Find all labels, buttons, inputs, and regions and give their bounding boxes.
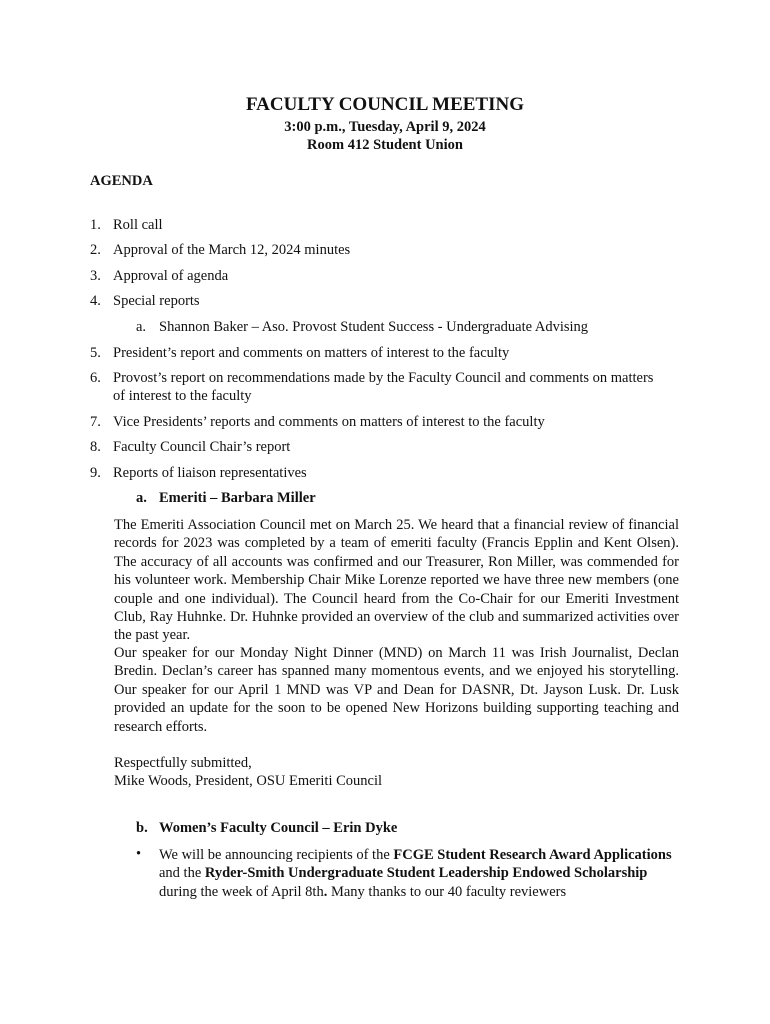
page-title: FACULTY COUNCIL MEETING (245, 94, 524, 115)
emeriti-heading: Emeriti – Barbara Miller (159, 490, 316, 506)
bullet-text-part: Many thanks to our 40 faculty reviewers (327, 883, 567, 900)
item-number: 7. (90, 414, 101, 430)
agenda-item: Special reports (113, 293, 200, 309)
signoff: Respectfully submitted, (114, 755, 252, 771)
sub-item-letter: b. (136, 820, 148, 836)
agenda-item-continued: of interest to the faculty (113, 388, 252, 404)
sub-item-letter: a. (136, 490, 147, 506)
agenda-item: Provost’s report on recommendations made by the Faculty Council and comments on matters (113, 370, 654, 386)
meeting-datetime: 3:00 p.m., Tuesday, April 9, 2024 (284, 119, 486, 135)
emeriti-paragraph-2: Our speaker for our Monday Night Dinner (MND) on March 11 was Irish Journalist, Declan Bredin. Declan’s career has spanned many momentous events, and we enjoyed his storytelling. Our speaker for our April 1 MND was VP and Dean for DASNR, Dt. Jayson Lusk. Dr. Lusk provided an update for the soon to be opened New Horizons building supporting teaching and research efforts. (114, 645, 679, 735)
bullet-text-part: and the (159, 865, 205, 882)
agenda-item: Vice Presidents’ reports and comments on matters of interest to the faculty (113, 414, 545, 430)
fcge-award-name: FCGE Student Research Award Applications (393, 847, 672, 863)
signer: Mike Woods, President, OSU Emeriti Council (114, 773, 383, 789)
bullet-text-part: We will be announcing recipients of the (159, 847, 394, 863)
agenda-heading: AGENDA (90, 173, 153, 189)
item-number: 5. (90, 345, 101, 361)
item-number: 6. (90, 370, 101, 386)
sub-item-letter: a. (136, 319, 147, 335)
agenda-item: Roll call (113, 217, 163, 233)
womens-heading: Women’s Faculty Council – Erin Dyke (159, 820, 398, 836)
bullet-text-part: . (323, 883, 328, 900)
item-number: 4. (90, 293, 101, 309)
item-number: 9. (90, 465, 101, 481)
item-number: 3. (90, 268, 101, 284)
special-report-item: Shannon Baker – Aso. Provost Student Success - Undergraduate Advising (159, 319, 589, 335)
ryder-smith-scholarship-name: Ryder-Smith Undergraduate Student Leadership Endowed Scholarship (204, 865, 648, 882)
item-number: 8. (90, 439, 101, 455)
agenda-item: Faculty Council Chair’s report (113, 439, 291, 455)
agenda-item: President’s report and comments on matters of interest to the faculty (113, 345, 510, 361)
emeriti-paragraph-1: The Emeriti Association Council met on March 25. We heard that a financial review of financial records for 2023 was completed by a team of emeriti faculty (Francis Epplin and Kent Olsen). The accuracy of all accounts was confirmed and our Treasurer, Ron Miller, was commended for his volunteer work. Membership Chair Mike Lorenze reported we have three new members (one couple and one individual). The Council heard from the Co-Chair for our Emeriti Investment Club, Ray Huhnke. Dr. Huhnke provided an overview of the club and summarized activities over the past year. (114, 517, 679, 644)
agenda-item: Approval of the March 12, 2024 minutes (113, 242, 351, 258)
agenda-item: Approval of agenda (113, 268, 229, 284)
bullet-text-part: during the week of April 8th (159, 883, 324, 900)
womens-bullet-text (159, 846, 684, 901)
item-number: 2. (90, 242, 101, 258)
meeting-location: Room 412 Student Union (307, 137, 463, 153)
agenda-item: Reports of liaison representatives (113, 465, 307, 481)
bullet-marker: • (136, 846, 142, 862)
item-number: 1. (90, 217, 101, 233)
